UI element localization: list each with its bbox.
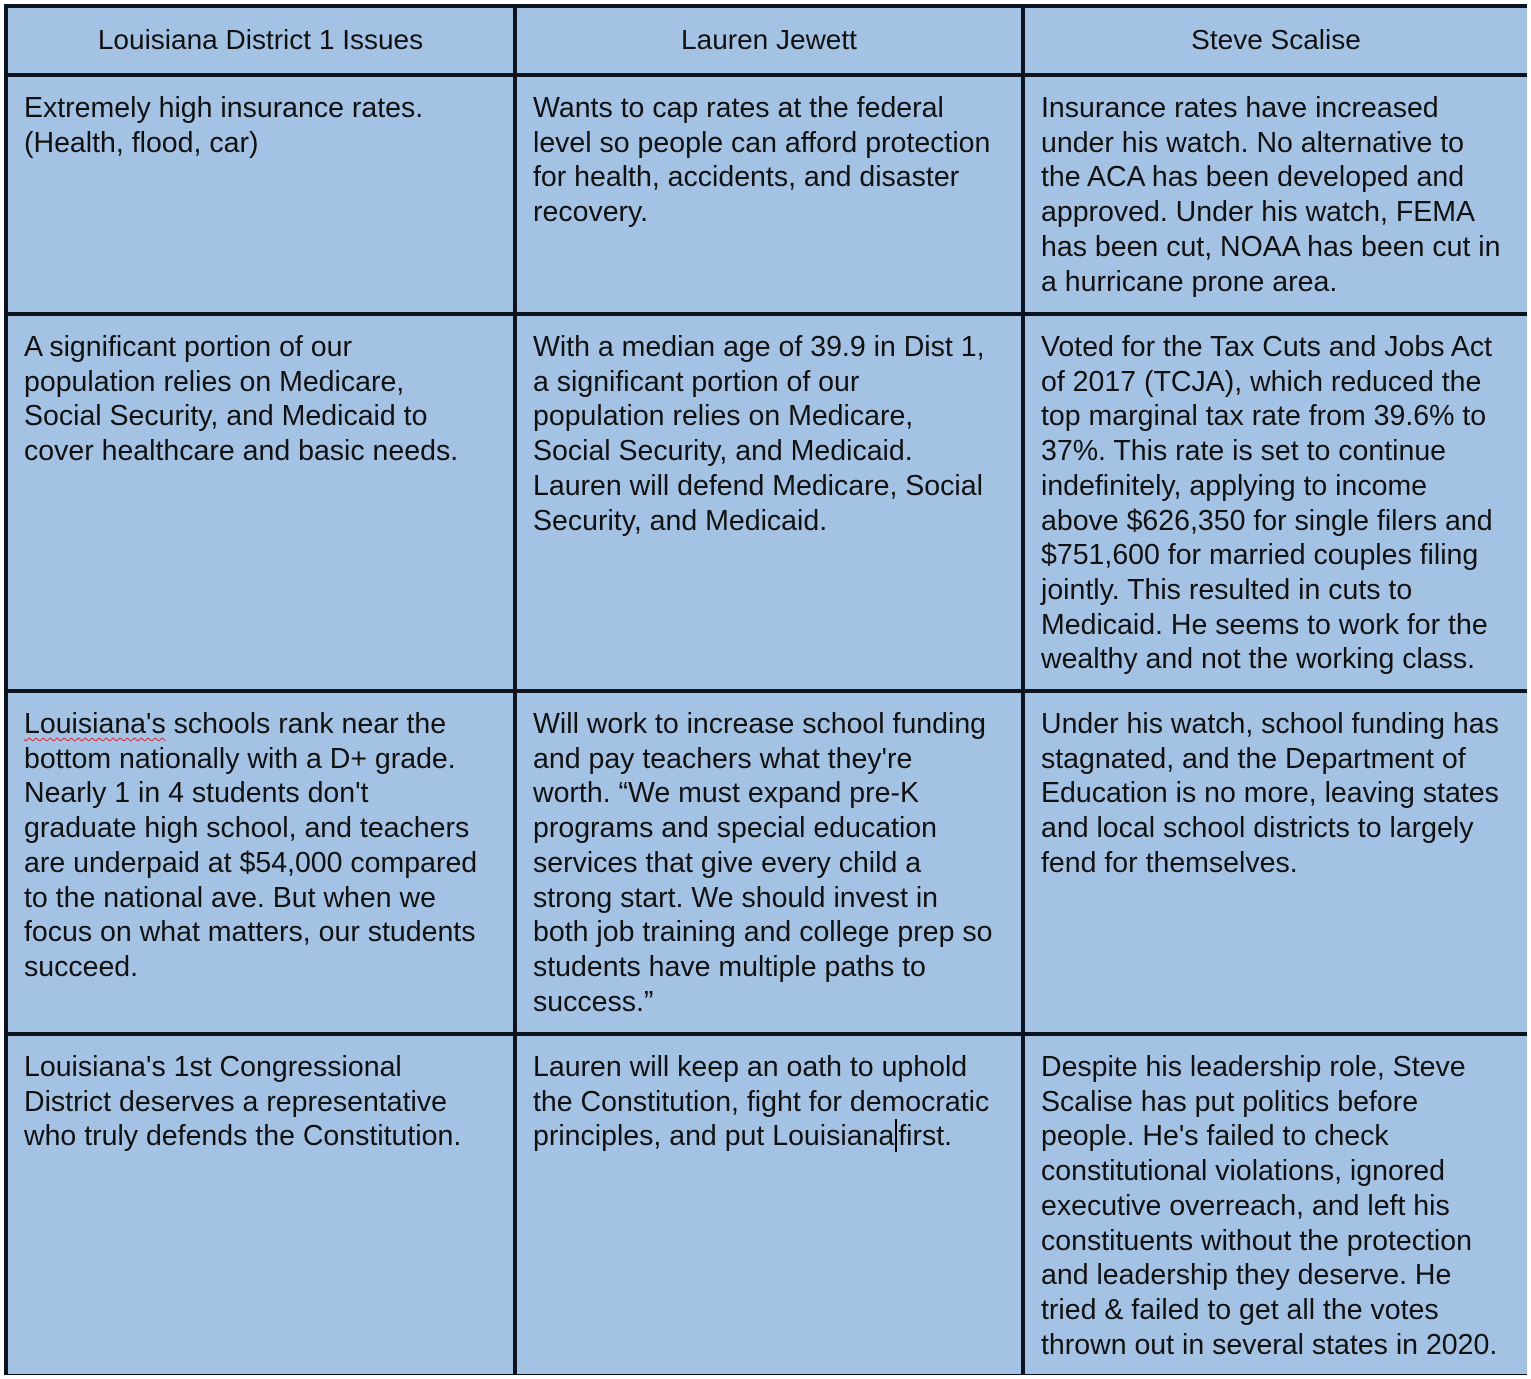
jewett-cell-constitution[interactable]	[517, 1036, 1021, 1374]
spellcheck-flagged-word[interactable]: Louisiana's	[24, 708, 166, 740]
scalise-cell-medicare[interactable]: Voted for the Tax Cuts and Jobs Act of 2017 (TCJA), which reduced the top marginal tax rate from 39.6% to 37%. This rate is set to continue indefinitely, applying to income above $626,350 for single filers and $751,600 for married couples filing jointly. This resulted in cuts to Medicaid. He seems to work for the wealthy and not the working class.	[1025, 316, 1527, 689]
comparison-table	[4, 4, 1527, 1375]
jewett-constitution-text-end: first.	[898, 1120, 953, 1153]
text-cursor	[895, 1119, 897, 1152]
jewett-cell-insurance[interactable]: Wants to cap rates at the federal level so people can afford protection for health, accidents, and disaster recovery.	[517, 77, 1021, 312]
header-cell-jewett[interactable]: Lauren Jewett	[517, 8, 1021, 73]
scalise-cell-insurance[interactable]: Insurance rates have increased under his watch. No alternative to the ACA has been developed and approved. Under his watch, FEMA has been cut, NOAA has been cut in a hurricane prone area.	[1025, 77, 1527, 312]
issue-cell-schools[interactable]	[8, 693, 513, 1032]
jewett-cell-medicare[interactable]: With a median age of 39.9 in Dist 1, a significant portion of our population relies on Medicare, Social Security, and Medicaid. Lauren will defend Medicare, Social Security, and Medicaid.	[517, 316, 1021, 689]
header-cell-issues[interactable]: Louisiana District 1 Issues	[8, 8, 513, 73]
scalise-cell-schools[interactable]: Under his watch, school funding has stagnated, and the Department of Education is no more, leaving states and local school districts to largely fend for themselves.	[1025, 693, 1527, 1032]
scalise-cell-constitution[interactable]: Despite his leadership role, Steve Scalise has put politics before people. He's failed to check constitutional violations, ignored executive overreach, and left his constituents without the protection and leadership they deserve. He tried & failed to get all the votes thrown out in several states in 2020.	[1025, 1036, 1527, 1374]
jewett-cell-schools[interactable]: Will work to increase school funding and pay teachers what they're worth. “We must expand pre-K programs and special education services that give every child a strong start. We should invest in both job training and college prep so students have multiple paths to success.”	[517, 693, 1021, 1032]
jewett-constitution-text: Lauren will keep an oath to uphold the Constitution, fight for democratic principles, and put Louisiana	[533, 1051, 990, 1153]
issue-cell-schools-text: schools rank near the bottom nationally with a D+ grade. Nearly 1 in 4 students don't graduate high school, and teachers are underpaid at $54,000 compared to the national ave. But when we focus on what matters, our students succeed.	[24, 708, 478, 983]
header-cell-scalise[interactable]: Steve Scalise	[1025, 8, 1527, 73]
issue-cell-constitution[interactable]: Louisiana's 1st Congressional District deserves a representative who truly defends the Constitution.	[8, 1036, 513, 1374]
issue-cell-medicare[interactable]: A significant portion of our population relies on Medicare, Social Security, and Medicaid to cover healthcare and basic needs.	[8, 316, 513, 689]
issue-cell-insurance[interactable]: Extremely high insurance rates. (Health, flood, car)	[8, 77, 513, 312]
